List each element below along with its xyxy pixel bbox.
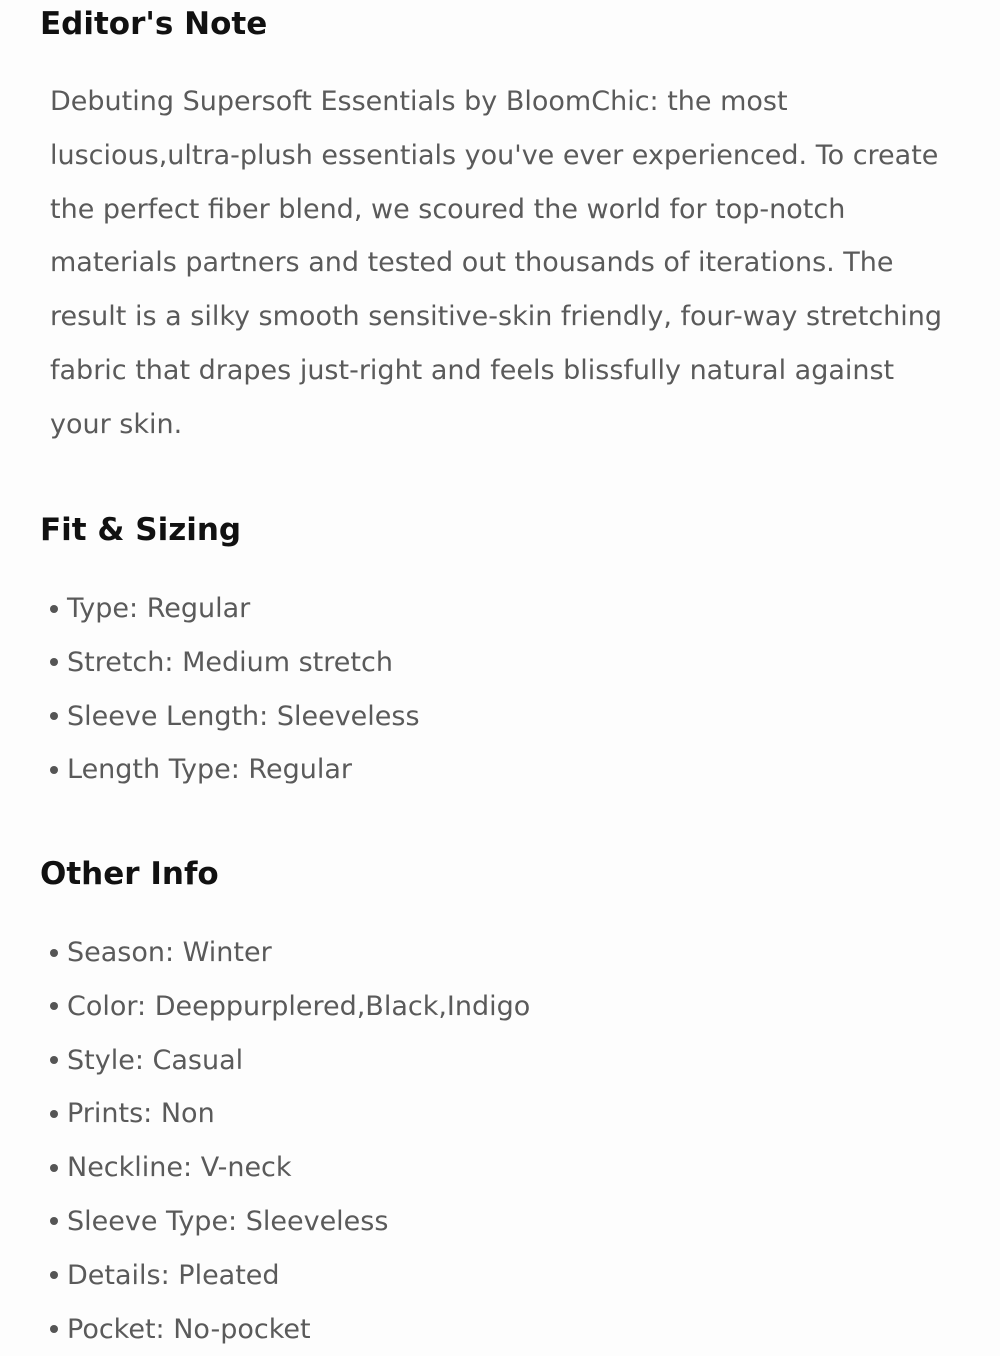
list-item: Color: Deeppurplered,Black,Indigo <box>50 980 530 1034</box>
other-info-title: Other Info <box>40 856 219 892</box>
bullet-icon <box>50 605 58 613</box>
bullet-icon <box>50 712 58 720</box>
bullet-icon <box>50 1110 58 1118</box>
bullet-icon <box>50 949 58 957</box>
bullet-icon <box>50 1002 58 1010</box>
bullet-icon <box>50 1056 58 1064</box>
list-item: Neckline: V-neck <box>50 1141 530 1195</box>
list-item: Style: Casual <box>50 1034 530 1088</box>
list-item: Length Type: Regular <box>50 743 420 797</box>
list-item: Season: Winter <box>50 926 530 980</box>
list-item: Stretch: Medium stretch <box>50 636 420 690</box>
bullet-icon <box>50 1217 58 1225</box>
editors-note-body: Debuting Supersoft Essentials by BloomChic: the most luscious,ultra-plush essentials you've ever experienced. To create the perfect fiber blend, we scoured the world for top-notch materials partners and tested out thousands of iterations. The result is a silky smooth sensitive-skin friendly, four-way stretching fabric that drapes just-right and feels blissfully natural against your skin. <box>50 86 943 440</box>
fit-sizing-title: Fit & Sizing <box>40 512 242 548</box>
list-item: Sleeve Type: Sleeveless <box>50 1195 530 1249</box>
list-item: Sleeve Length: Sleeveless <box>50 690 420 744</box>
bullet-icon <box>50 1271 58 1279</box>
other-info-list <box>50 926 530 1356</box>
bullet-icon <box>50 766 58 774</box>
list-item: Prints: Non <box>50 1087 530 1141</box>
bullet-icon <box>50 1325 58 1333</box>
fit-sizing-list <box>50 582 420 797</box>
list-item: Type: Regular <box>50 582 420 636</box>
list-item: Details: Pleated <box>50 1249 530 1303</box>
bullet-icon <box>50 658 58 666</box>
bullet-icon <box>50 1164 58 1172</box>
editors-note-title: Editor's Note <box>40 6 268 42</box>
list-item: Pocket: No-pocket <box>50 1303 530 1356</box>
